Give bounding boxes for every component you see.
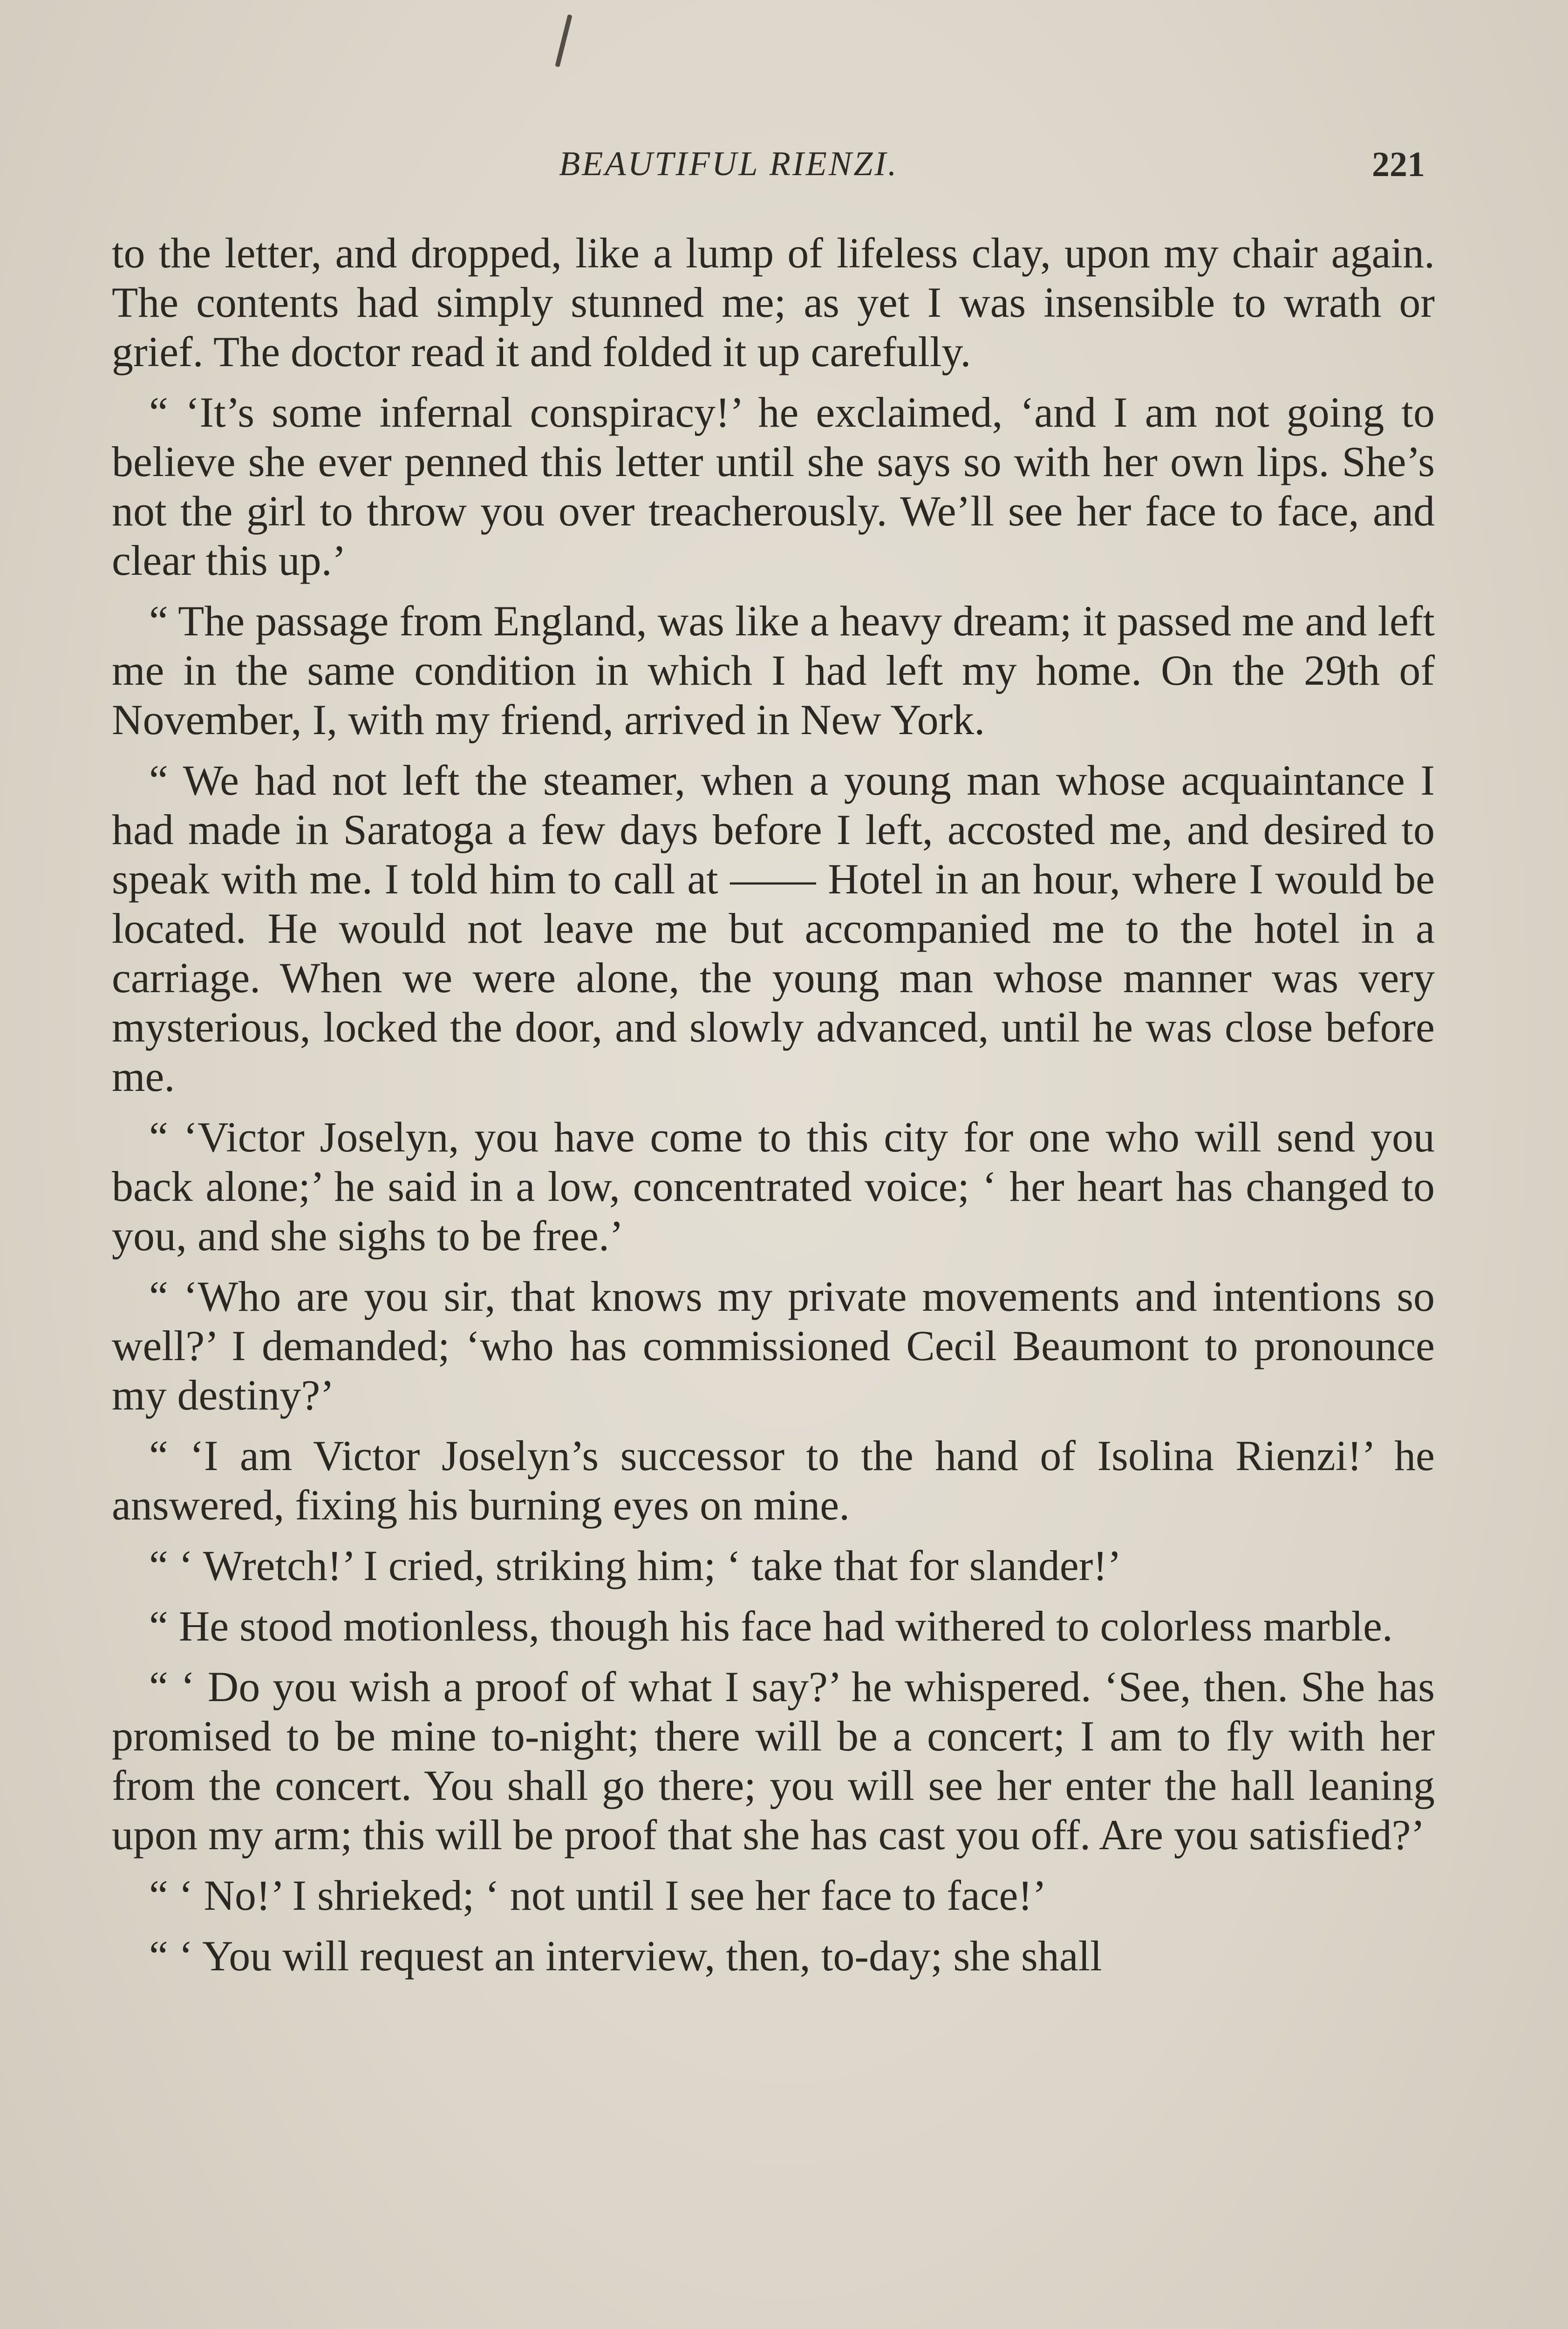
paragraph-9: “ He stood motionless, though his face had withered to colorless marble. — [149, 1602, 1393, 1650]
paragraph-10: “ ‘ Do you wish a proof of what I say?’ he whispered. ‘See, then. She has promised to be mine to-night; there will be a concert; I am to fly with her from the concert. You shall go there; you will see her enter the hall leaning upon my arm; this will be proof that she has cast you off. Are you satisfied?’ — [112, 1663, 1435, 1859]
paragraph-11: “ ‘ No!’ I shrieked; ‘ not until I see her face to face!’ — [149, 1872, 1047, 1919]
paragraph-2: “ ‘It’s some infernal conspiracy!’ he exclaimed, ‘and I am not going to believe she ever penned this letter until she says so with her own lips. She’s not the girl to throw you over treacherously. We’ll see her face to face, and clear this up.’ — [112, 388, 1435, 584]
pencil-mark — [555, 14, 573, 67]
paragraph-12: “ ‘ You will request an interview, then, to-day; she shall — [149, 1932, 1102, 1980]
paragraph-7: “ ‘I am Victor Joselyn’s successor to the hand of Isolina Rienzi!’ he answered, fixing his burning eyes on mine. — [112, 1432, 1435, 1529]
paragraph-6: “ ‘Who are you sir, that knows my private movements and intentions so well?’ I demanded; ‘who has commissioned Cecil Beaumont to pronounce my destiny?’ — [112, 1273, 1435, 1419]
body-text — [112, 228, 1435, 1992]
paragraph-4: “ We had not left the steamer, when a young man whose acquaintance I had made in Saratoga a few days before I left, accosted me, and desired to speak with me. I told him to call at —— Hotel in an hour, where I would be located. He would not leave me but accompanied me to the hotel in a carriage. When we were alone, the young man whose manner was very mysterious, locked the door, and slowly advanced, until he was close before me. — [112, 756, 1435, 1100]
paragraph-3: “ The passage from England, was like a heavy dream; it passed me and left me in the same condition in which I had left my home. On the 29th of November, I, with my friend, arrived in New York. — [112, 597, 1435, 743]
paragraph-1: to the letter, and dropped, like a lump of lifeless clay, upon my chair again. The contents had simply stunned me; as yet I was insensible to wrath or grief. The doctor read it and folded it up carefully. — [112, 229, 1435, 375]
paragraph-5: “ ‘Victor Joselyn, you have come to this city for one who will send you back alone;’ he said in a low, concentrated voice; ‘ her heart has changed to you, and she sighs to be free.’ — [112, 1113, 1435, 1260]
paragraph-8: “ ‘ Wretch!’ I cried, striking him; ‘ take that for slander!’ — [149, 1542, 1122, 1589]
page-number: 221 — [1372, 145, 1425, 184]
running-head — [0, 140, 1568, 196]
running-title: BEAUTIFUL RIENZI. — [559, 145, 899, 183]
